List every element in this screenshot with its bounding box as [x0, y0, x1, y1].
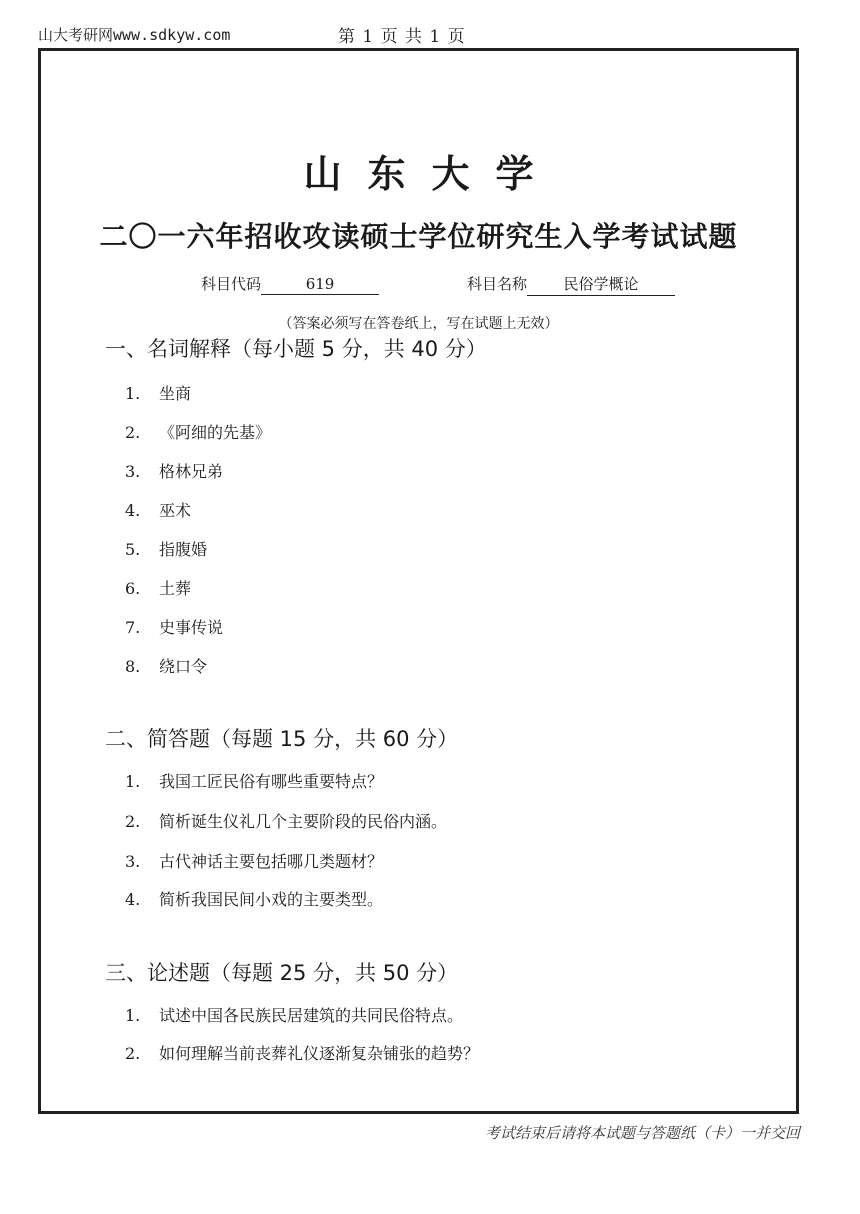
list-item — [125, 887, 383, 910]
item-number: 3. — [125, 852, 141, 871]
site-watermark: 山大考研网www.sdkyw.com — [38, 26, 231, 44]
list-item — [125, 381, 191, 404]
list-item — [125, 420, 271, 443]
item-text: 如何理解当前丧葬礼仪逐渐复杂铺张的趋势？ — [159, 1044, 480, 1063]
section-heading: 二、简答题（每题 15 分，共 60 分） — [105, 727, 459, 751]
item-number: 5. — [125, 540, 141, 559]
list-item — [125, 615, 223, 638]
answer-note: （答案必须写在答卷纸上，写在试题上无效） — [278, 316, 559, 332]
item-number: 1. — [125, 772, 141, 791]
item-number: 4. — [125, 501, 141, 520]
list-item — [125, 769, 383, 792]
list-item — [125, 537, 207, 560]
item-text: 巫术 — [159, 501, 192, 520]
item-text: 格林兄弟 — [159, 462, 224, 481]
subject-name-value: 民俗学概论 — [527, 273, 675, 296]
item-number: 3. — [125, 462, 141, 481]
item-number: 7. — [125, 618, 141, 637]
item-text: 《阿细的先基》 — [159, 423, 272, 442]
list-item — [125, 809, 447, 832]
item-number: 1. — [125, 384, 141, 403]
item-text: 指腹婚 — [159, 540, 208, 559]
exam-title: 二〇一六年招收攻读硕士学位研究生入学考试试题 — [99, 220, 738, 253]
item-number: 8. — [125, 657, 141, 676]
list-item — [125, 654, 207, 677]
item-number: 2. — [125, 1044, 141, 1063]
list-item — [125, 498, 191, 521]
section-heading: 三、论述题（每题 25 分，共 50 分） — [105, 961, 459, 985]
footer-note: 考试结束后请将本试题与答题纸（卡）一并交回 — [484, 1124, 800, 1142]
section-heading: 一、名词解释（每小题 5 分，共 40 分） — [105, 337, 487, 361]
page-header — [38, 22, 818, 48]
item-number: 4. — [125, 890, 141, 909]
subject-name-label: 科目名称 — [467, 275, 528, 293]
item-number: 6. — [125, 579, 141, 598]
item-text: 坐商 — [159, 384, 192, 403]
item-text: 试述中国各民族民居建筑的共同民俗特点。 — [159, 1006, 464, 1025]
list-item — [125, 459, 223, 482]
item-text: 我国工匠民俗有哪些重要特点？ — [159, 772, 384, 791]
item-text: 古代神话主要包括哪几类题材？ — [159, 852, 384, 871]
item-text: 绕口令 — [159, 657, 208, 676]
item-number: 2. — [125, 423, 141, 442]
item-number: 2. — [125, 812, 141, 831]
item-text: 史事传说 — [159, 618, 224, 637]
list-item — [125, 1041, 479, 1064]
item-text: 简析我国民间小戏的主要类型。 — [159, 890, 384, 909]
item-number: 1. — [125, 1006, 141, 1025]
item-text: 简析诞生仪礼几个主要阶段的民俗内涵。 — [159, 812, 448, 831]
subject-code-label: 科目代码 — [201, 275, 262, 293]
page-number: 第 1 页 共 1 页 — [338, 27, 466, 47]
subject-code-value: 619 — [261, 275, 379, 295]
list-item — [125, 576, 191, 599]
subject-info — [201, 273, 761, 296]
exam-frame — [38, 48, 799, 1114]
item-text: 土葬 — [159, 579, 192, 598]
list-item — [125, 1003, 463, 1026]
university-name: 山东大学 — [303, 152, 560, 196]
list-item — [125, 849, 383, 872]
